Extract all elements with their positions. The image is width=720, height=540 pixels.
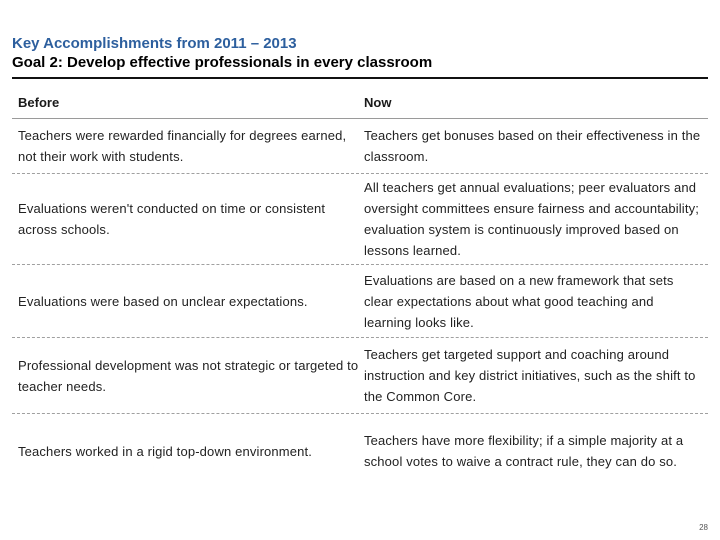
- before-cell: Professional development was not strategic or targeted to teacher needs.: [18, 357, 359, 394]
- column-header-now: Now: [364, 94, 392, 110]
- now-cell: Teachers get targeted support and coaching around instruction and key district initiatives, such as the shift to the Common Core.: [364, 347, 696, 404]
- table-header-row: [12, 86, 708, 119]
- column-header-before: Before: [18, 94, 60, 110]
- before-cell: Teachers were rewarded financially for degrees earned, not their work with students.: [18, 128, 347, 164]
- table-row: [12, 414, 708, 488]
- now-cell: All teachers get annual evaluations; peer evaluators and oversight committees ensure fairness and accountability; evaluation system is continuously improved based on lessons learned.: [364, 180, 700, 258]
- before-cell: Teachers worked in a rigid top-down environment.: [18, 443, 313, 459]
- table-row: [12, 174, 708, 265]
- page-number: 28: [699, 523, 708, 532]
- now-cell: Teachers have more flexibility; if a simple majority at a school votes to waive a contract rule, they can do so.: [364, 433, 684, 469]
- now-cell: Evaluations are based on a new framework that sets clear expectations about what good teaching and learning looks like.: [364, 272, 674, 330]
- title-divider: [12, 77, 708, 79]
- page-title: Key Accomplishments from 2011 – 2013: [12, 35, 297, 52]
- page-subtitle: Goal 2: Develop effective professionals in every classroom: [12, 54, 433, 71]
- table-row: [12, 119, 708, 174]
- before-cell: Evaluations were based on unclear expectations.: [18, 293, 308, 309]
- comparison-table: [12, 86, 708, 488]
- now-cell: Teachers get bonuses based on their effectiveness in the classroom.: [364, 128, 701, 164]
- table-row: [12, 265, 708, 338]
- title-block: [12, 34, 432, 72]
- before-cell: Evaluations weren't conducted on time or consistent across schools.: [18, 201, 326, 237]
- table-row: [12, 338, 708, 414]
